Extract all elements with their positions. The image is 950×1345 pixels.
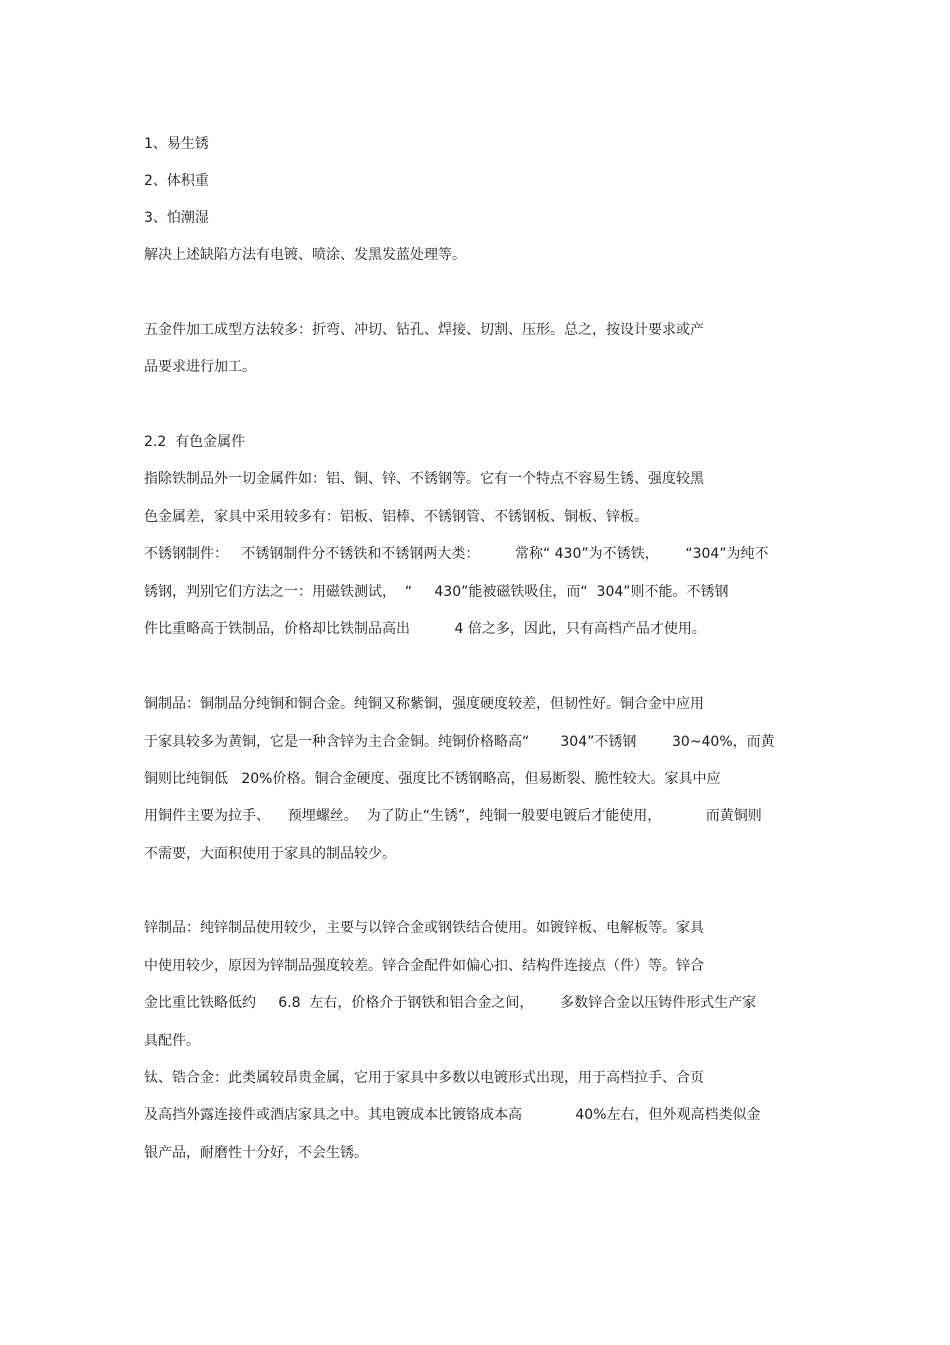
- paragraph-line: 于家具较多为黄铜，它是一种含锌为主合金铜。纯铜价格略高“ 304”不锈钢 30~40%，而黄: [144, 734, 775, 750]
- paragraph-line: 用铜件主要为拉手、 预埋螺丝。 为了防止“生锈”，纯铜一般要电镀后才能使用， 而黄铜则: [144, 808, 762, 824]
- list-item-moisture: 3、怕潮湿: [144, 210, 209, 226]
- paragraph-line: 件比重略高于铁制品，价格却比铁制品高出 4 倍之多，因此，只有高档产品才使用。: [144, 621, 706, 637]
- paragraph-line: 铜则比纯铜低 20%价格。铜合金硬度、强度比不锈钢略高，但易断裂、脆性较大。家具中应: [144, 771, 721, 787]
- paragraph-line: 品要求进行加工。: [144, 359, 256, 375]
- paragraph-line: 金比重比铁略低约 6.8 左右，价格介于钢铁和铝合金之间， 多数锌合金以压铸件形式生产家: [144, 995, 757, 1011]
- list-item-rust: 1、易生锈: [144, 136, 209, 152]
- paragraph-line: 不需要，大面积使用于家具的制品较少。: [144, 846, 396, 862]
- list-item-weight: 2、体积重: [144, 173, 209, 189]
- paragraph-line: 钛、锆合金：此类属较昂贵金属，它用于家具中多数以电镀形式出现，用于高档拉手、合页: [144, 1070, 704, 1086]
- paragraph-line: 解决上述缺陷方法有电镀、喷涂、发黑发蓝处理等。: [144, 247, 466, 263]
- paragraph-line: 锌制品：纯锌制品使用较少，主要与以锌合金或钢铁结合使用。如镀锌板、电解板等。家具: [144, 920, 704, 936]
- paragraph-line: 具配件。: [144, 1033, 200, 1049]
- paragraph-line: 铜制品：铜制品分纯铜和铜合金。纯铜又称紫铜，强度硬度较差，但韧性好。铜合金中应用: [144, 696, 704, 712]
- paragraph-line: 五金件加工成型方法较多：折弯、冲切、钻孔、焊接、切割、压形。总之，按设计要求或产: [144, 322, 704, 338]
- paragraph-line: 银产品，耐磨性十分好，不会生锈。: [144, 1145, 368, 1161]
- paragraph-line: 中使用较少，原因为锌制品强度较差。锌合金配件如偏心扣、结构件连接点（件）等。锌合: [144, 958, 704, 974]
- paragraph-line: 及高挡外露连接件或酒店家具之中。其电镀成本比镀铬成本高 40%左右，但外观高档类似金: [144, 1107, 761, 1123]
- paragraph-line: 色金属差，家具中采用较多有：铝板、铝棒、不锈钢管、不锈钢板、铜板、锌板。: [144, 509, 648, 525]
- paragraph-line: 不锈钢制件： 不锈钢制件分不锈铁和不锈钢两大类： 常称“ 430”为不锈铁， “304”为纯不: [144, 546, 769, 562]
- paragraph-line: 锈钢，判别它们方法之一：用磁铁测试， “ 430”能被磁铁吸住，而“ 304”则不能。不锈钢: [144, 584, 729, 600]
- section-heading: 2.2 有色金属件: [144, 434, 246, 450]
- paragraph-line: 指除铁制品外一切金属件如：铝、铜、锌、不锈钢等。它有一个特点不容易生锈、强度较黑: [144, 471, 704, 487]
